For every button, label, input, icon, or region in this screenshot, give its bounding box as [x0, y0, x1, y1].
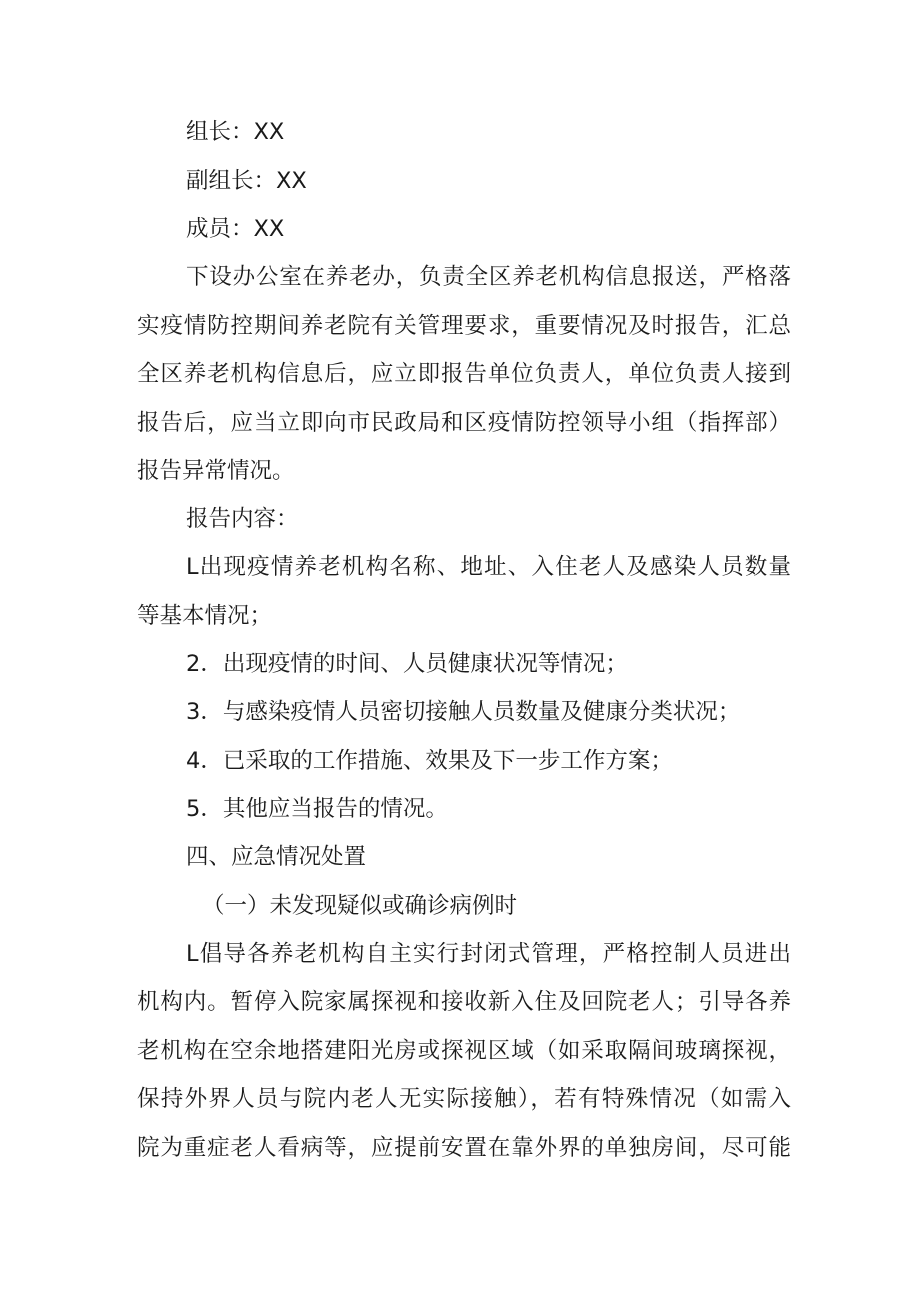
paragraph-closed-mgmt-line-2: 机构内。暂停入院家属探视和接收新入住及回院老人；引导各养 [137, 989, 791, 1015]
list-item-5: 5．其他应当报告的情况。 [186, 796, 448, 822]
subsection-heading-1: （一）未发现疑似或确诊病例时 [202, 893, 518, 919]
list-item-1-line-2: 等基本情况； [137, 603, 273, 629]
list-item-1-line-1: L出现疫情养老机构名称、地址、入住老人及感染人员数量 [186, 554, 791, 580]
text-line-office-1: 下设办公室在养老办，负责全区养老机构信息报送，严格落 [186, 264, 791, 290]
text-line-leader: 组长：XX [186, 119, 285, 145]
text-line-office-3: 全区养老机构信息后，应立即报告单位负责人，单位负责人接到 [137, 361, 791, 387]
text-line-office-5: 报告异常情况。 [137, 458, 295, 484]
paragraph-closed-mgmt-line-5: 院为重症老人看病等，应提前安置在靠外界的单独房间，尽可能 [137, 1135, 791, 1161]
text-line-members: 成员：XX [186, 216, 285, 242]
list-item-4: 4．已采取的工作措施、效果及下一步工作方案； [186, 748, 673, 774]
text-line-report-content: 报告内容： [186, 506, 299, 532]
text-line-deputy-leader: 副组长：XX [186, 168, 307, 194]
paragraph-closed-mgmt-line-4: 保持外界人员与院内老人无实际接触），若有特殊情况（如需入 [137, 1086, 791, 1112]
list-item-3: 3．与感染疫情人员密切接触人员数量及健康分类状况； [186, 699, 741, 725]
text-line-office-4: 报告后，应当立即向市民政局和区疫情防控领导小组（指挥部） [137, 410, 791, 436]
paragraph-closed-mgmt-line-1: L倡导各养老机构自主实行封闭式管理，严格控制人员进出 [186, 941, 791, 967]
text-line-office-2: 实疫情防控期间养老院有关管理要求，重要情况及时报告，汇总 [137, 313, 791, 339]
list-item-2: 2．出现疫情的时间、人员健康状况等情况； [186, 651, 628, 677]
section-heading-4: 四、应急情况处置 [186, 844, 367, 870]
paragraph-closed-mgmt-line-3: 老机构在空余地搭建阳光房或探视区域（如采取隔间玻璃探视， [137, 1038, 791, 1064]
